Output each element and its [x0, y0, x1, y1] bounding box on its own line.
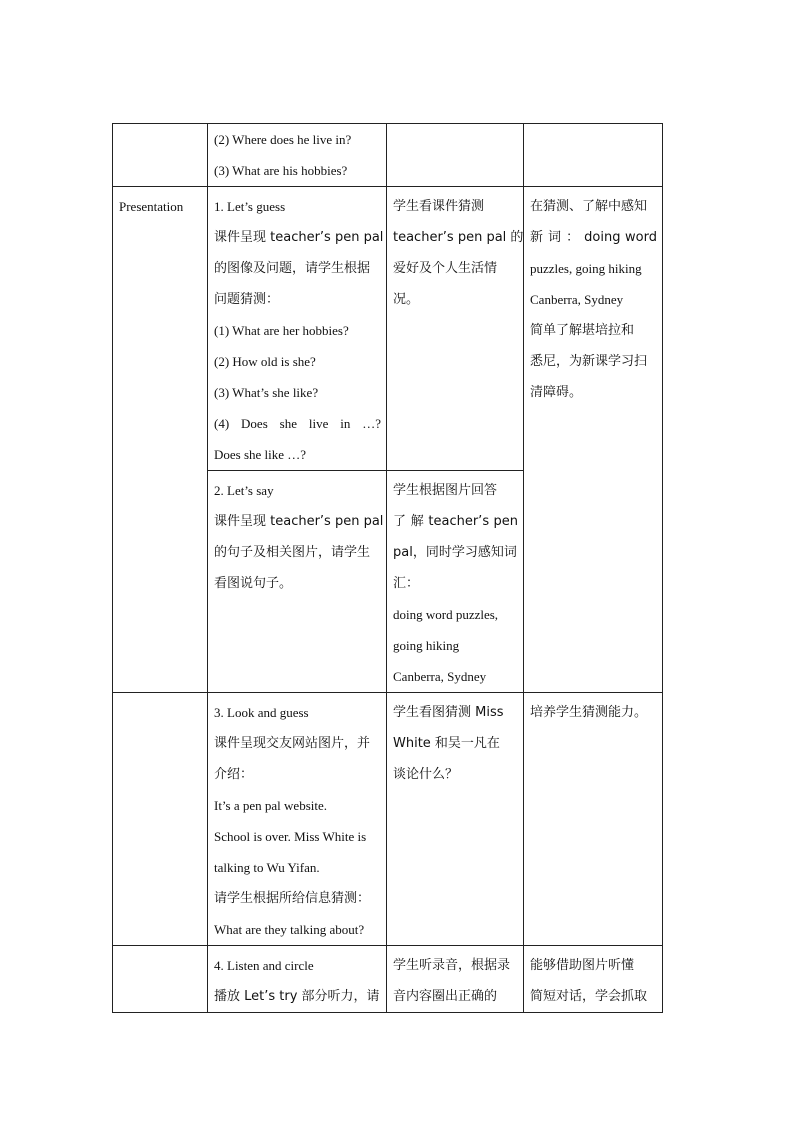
stage-cell: [113, 124, 208, 187]
stage-cell: [113, 693, 208, 946]
teacher-activity-cell: 2. Let’s say 课件呈现 teacher’s pen pal 的句子及相关图片，请学生 看图说句子。: [208, 471, 387, 693]
teacher-activity-cell: 4. Listen and circle 播放 Let’s try 部分听力，请: [208, 946, 387, 1013]
table-row: [113, 124, 663, 187]
student-activity-cell: 学生听录音，根据录 音内容圈出正确的: [387, 946, 524, 1013]
table-row: [113, 946, 663, 1013]
stage-cell: [113, 946, 208, 1013]
teacher-activity-cell: 1. Let’s guess 课件呈现 teacher’s pen pal 的图像及问题，请学生根据 问题猜测： (1) What are her hobbies? (2) How old is she? (3) What’s she like? (4) Does she live in …? Does she like …?: [208, 187, 387, 471]
purpose-cell: 培养学生猜测能力。: [524, 693, 663, 946]
teacher-activity-cell: (2) Where does he live in? (3) What are his hobbies?: [208, 124, 387, 187]
student-activity-cell: 学生看图猜测 Miss White 和吴一凡在 谈论什么？: [387, 693, 524, 946]
purpose-cell: 能够借助图片听懂 简短对话，学会抓取: [524, 946, 663, 1013]
lesson-plan-table: [112, 123, 663, 1013]
teacher-activity-cell: 3. Look and guess 课件呈现交友网站图片，并 介绍： It’s a pen pal website. School is over. Miss White is talking to Wu Yifan. 请学生根据所给信息猜测： What are they talking about?: [208, 693, 387, 946]
purpose-cell: 在猜测、了解中感知 新 词 ： doing word puzzles, going hiking Canberra, Sydney 简单了解堪培拉和 悉尼，为新课学习扫 清障碍。: [524, 187, 663, 693]
student-activity-cell: [387, 124, 524, 187]
table-row: [113, 187, 663, 471]
table-row: [113, 693, 663, 946]
purpose-cell: [524, 124, 663, 187]
stage-label: Presentation: [119, 199, 184, 214]
student-activity-cell: 学生根据图片回答 了 解 teacher’s pen pal，同时学习感知词 汇： doing word puzzles, going hiking Canberra, Sydney: [387, 471, 524, 693]
student-activity-cell: 学生看课件猜测 teacher’s pen pal 的 爱好及个人生活情 况。: [387, 187, 524, 471]
stage-cell: [113, 187, 208, 693]
